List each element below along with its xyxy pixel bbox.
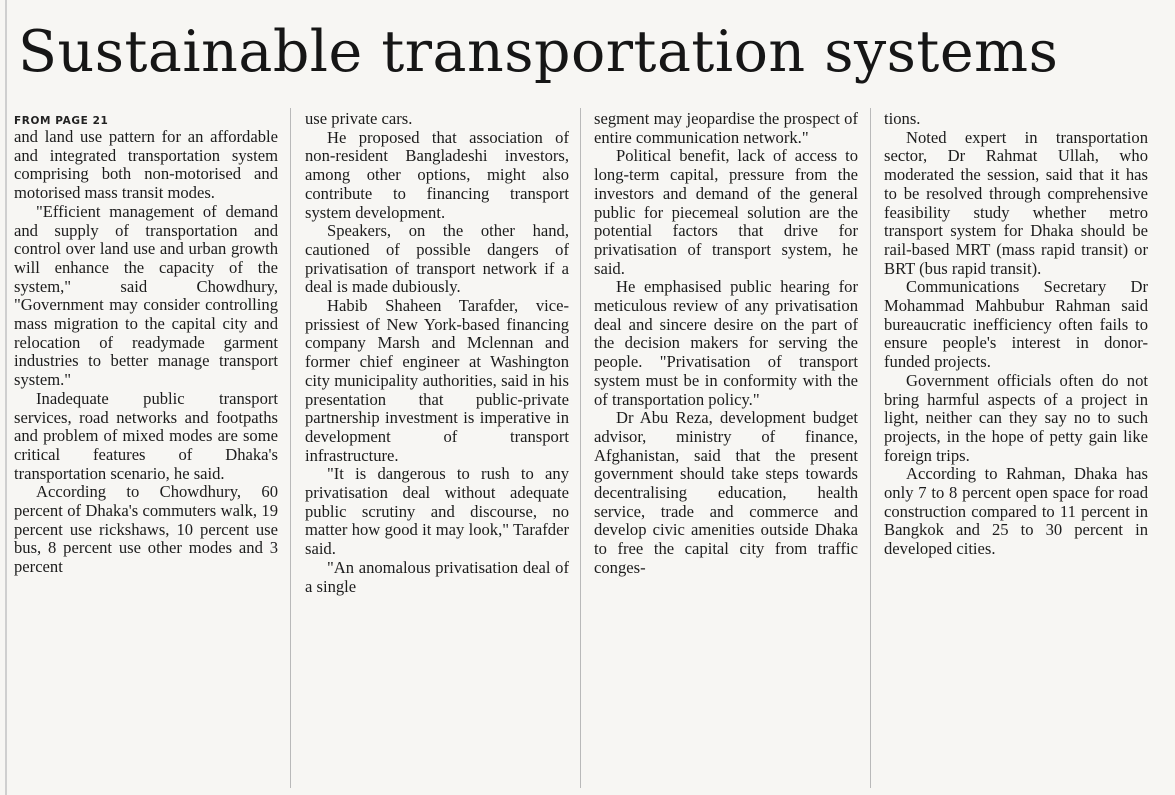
paragraph: and land use pattern for an affordable and integrated transportation system comprising both non-motorised and motorised mass transit modes. — [14, 128, 278, 203]
paragraph: Inadequate public transport services, road networks and footpaths and problem of mixed modes are some critical features of Dhaka's transportation scenario, he said. — [14, 388, 278, 483]
page-edge-shadow — [5, 0, 7, 795]
paragraph: Habib Shaheen Tarafder, vice-prissiest of New York-based financing company Marsh and Mclennan and former chief engineer at Washington city municipality authorities, said in his presentation that public-private partnership investment is imperative in development of transport infrastructure. — [305, 296, 569, 465]
paragraph: Noted expert in transportation sector, Dr Rahmat Ullah, who moderated the session, said that it has to be resolved through comprehensive feasibility study whether metro transport system for Dhaka should be rail-based MRT (mass rapid transit) or BRT (bus rapid transit). — [884, 127, 1148, 278]
paragraph: He emphasised public hearing for meticulous review of any privatisation deal and sincere desire on the part of the decision makers for serving the people. "Privatisation of transport system must be in conformity with the of transportation policy." — [594, 277, 858, 409]
paragraph: Government officials often do not bring harmful aspects of a project in light, neither can they say no to such projects, in the hope of petty gain like foreign trips. — [884, 370, 1148, 465]
article-column-4 — [884, 110, 1148, 790]
paragraph: segment may jeopardise the prospect of entire communication network." — [594, 110, 858, 147]
column-divider — [580, 108, 581, 788]
paragraph: "It is dangerous to rush to any privatisation deal without adequate public scrutiny and discourse, no matter how good it may look," Tarafder said. — [305, 464, 569, 559]
paragraph: "An anomalous privatisation deal of a single — [305, 557, 569, 596]
column-divider — [290, 108, 291, 788]
article-column-1 — [14, 128, 278, 788]
paragraph: Political benefit, lack of access to long-term capital, pressure from the investors and demand of the general public for piecemeal solution are the potential factors that drive for privatisation of transport system, he said. — [594, 146, 858, 278]
paragraph: Dr Abu Reza, development budget advisor, ministry of finance, Afghanistan, said that the present government should take steps towards decentralising education, health service, trade and commerce and develop civic amenities outside Dhaka to free the capital city from traffic conges- — [594, 408, 858, 577]
paragraph: tions. — [884, 110, 921, 128]
article-column-3 — [594, 110, 858, 790]
paragraph: Speakers, on the other hand, cautioned of possible dangers of privatisation of transport network if a deal is made dubiously. — [305, 221, 569, 297]
continued-from-label: FROM PAGE 21 — [14, 115, 109, 127]
paragraph: "Efficient management of demand and supply of transportation and control over land use and urban growth will enhance the capacity of the system," said Chowdhury, "Government may consider controlling mass migration to the capital city and relocation of readymade garment industries to better manage transport system." — [14, 201, 278, 390]
paragraph: use private cars. — [305, 110, 413, 128]
paragraph: Communications Secretary Dr Mohammad Mahbubur Rahman said bureaucratic inefficiency often fails to ensure people's interest in donor-funded projects. — [884, 277, 1148, 372]
article-column-2 — [305, 110, 569, 790]
paragraph: According to Chowdhury, 60 percent of Dhaka's commuters walk, 19 percent use rickshaws, 10 percent use bus, 8 percent use other modes and 3 percent — [14, 482, 278, 577]
paragraph: According to Rahman, Dhaka has only 7 to 8 percent open space for road construction compared to 11 percent in Bangkok and 25 to 30 percent in developed cities. — [884, 464, 1148, 559]
paragraph: He proposed that association of non-resident Bangladeshi investors, among other options, might also contribute to financing transport system development. — [305, 127, 569, 222]
column-divider — [870, 108, 871, 788]
headline: Sustainable transportation systems — [18, 19, 1059, 85]
